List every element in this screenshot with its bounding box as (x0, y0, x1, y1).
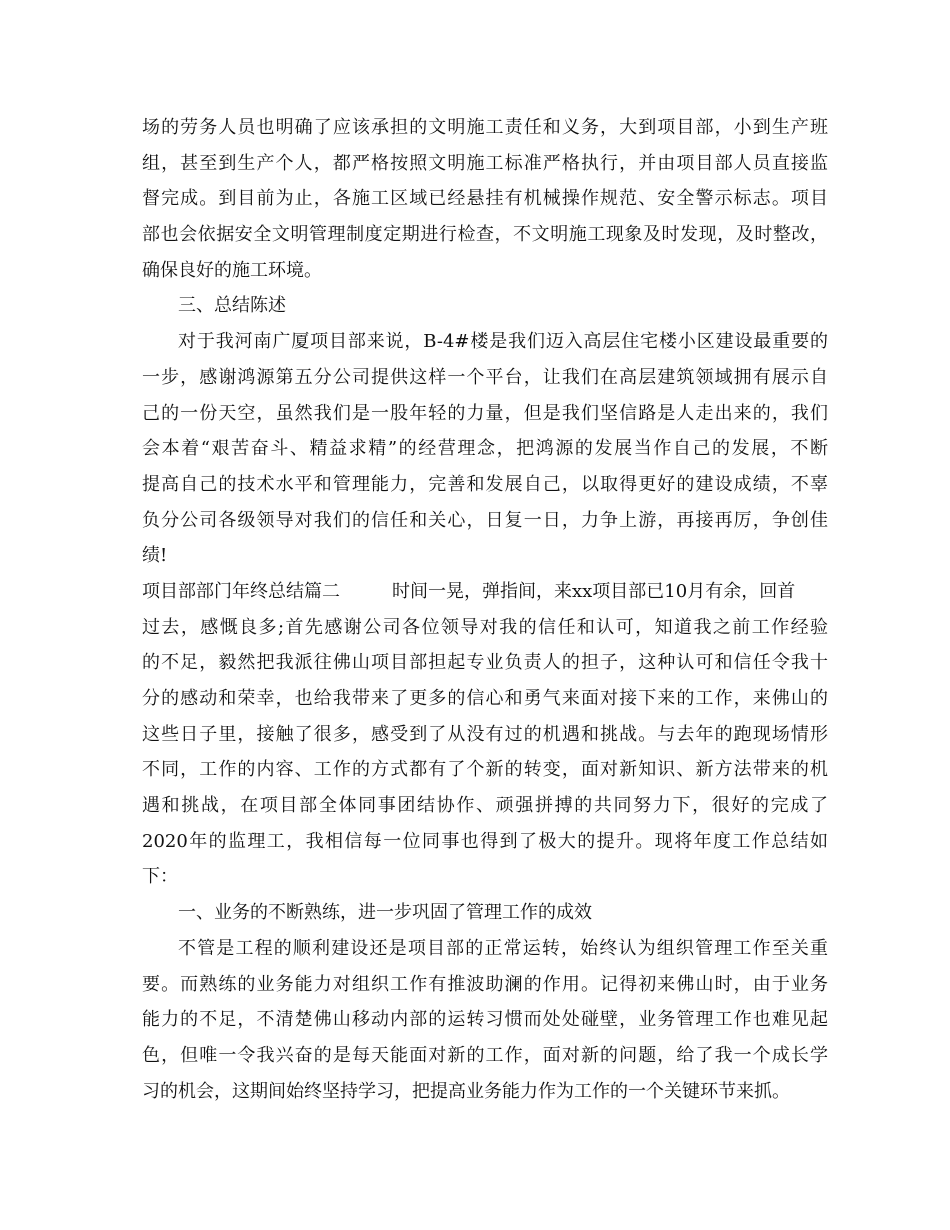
text-line: 遇和挑战，在项目部全体同事团结协作、顽强拼搏的共同努力下，很好的完成了 (142, 795, 828, 817)
text-line: 分的感动和荣幸，也给我带来了更多的信心和勇气来面对接下来的工作，来佛山的 (142, 688, 828, 709)
paragraph-summary (142, 324, 828, 574)
text-line: 习的机会，这期间始终坚持学习，把提高业务能力作为工作的一个关键环节来抓。 (142, 1080, 790, 1102)
text-line: 时间一晃，弹指间，来xx项目部已10月有余，回首 (392, 580, 796, 602)
section-heading-business: 一、业务的不断熟练，进一步巩固了管理工作的成效 (178, 902, 592, 924)
text-line: 过去，感慨良多;首先感谢公司各位领导对我的信任和认可，知道我之前工作经验 (142, 616, 828, 638)
text-line: 负分公司各级领导对我们的信任和关心，日复一日，力争上游，再接再厉，争创佳 (142, 509, 828, 531)
text-line: 一步，感谢鸿源第五分公司提供这样一个平台，让我们在高层建筑领域拥有展示自 (142, 366, 828, 388)
text-line: 绩! (142, 545, 168, 567)
paragraph-business-skills (142, 931, 828, 1109)
text-line: 这些日子里，接触了很多，感受到了从没有过的机遇和挑战。与去年的跑现场情形 (142, 723, 828, 745)
paragraph-year-review (142, 610, 828, 896)
text-line: 的不足，毅然把我派往佛山项目部担起专业负责人的担子，这种认可和信任令我十 (142, 652, 828, 674)
text-line: 色，但唯一令我兴奋的是每天能面对新的工作，面对新的问题，给了我一个成长学 (142, 1044, 828, 1066)
section-title-line (142, 574, 828, 610)
paragraph-civilized-construction (142, 110, 828, 288)
text-line: 部也会依据安全文明管理制度定期进行检查，不文明施工现象及时发现，及时整改， (142, 224, 828, 246)
text-line: 己的一份天空，虽然我们是一股年轻的力量，但是我们坚信路是人走出来的，我们 (142, 402, 828, 424)
text-line: 督完成。到目前为止，各施工区域已经悬挂有机械操作规范、安全警示标志。项目 (142, 188, 828, 210)
text-line: 能力的不足，不清楚佛山移动内部的运转习惯而处处碰壁，业务管理工作也难见起 (142, 1009, 828, 1031)
text-line: 不同，工作的内容、工作的方式都有了个新的转变，面对新知识、新方法带来的机 (142, 759, 828, 781)
text-line: 提高自己的技术水平和管理能力，完善和发展自己，以取得更好的建设成绩，不辜 (142, 473, 828, 495)
document-body (142, 110, 828, 1109)
section-heading-summary: 三、总结陈述 (178, 295, 286, 317)
text-line: 对于我河南广厦项目部来说，B-4#楼是我们迈入高层住宅楼小区建设最重要的 (178, 331, 828, 353)
section-title: 项目部部门年终总结篇二 (142, 580, 340, 602)
text-line: 不管是工程的顺利建设还是项目部的正常运转，始终认为组织管理工作至关重 (178, 937, 828, 959)
text-line: 要。而熟练的业务能力对组织工作有推波助澜的作用。记得初来佛山时，由于业务 (142, 973, 828, 995)
text-line: 场的劳务人员也明确了应该承担的文明施工责任和义务，大到项目部，小到生产班 (142, 117, 828, 138)
text-line: 组，甚至到生产个人，都严格按照文明施工标准严格执行，并由项目部人员直接监 (142, 152, 828, 174)
text-line: 2020年的监理工，我相信每一位同事也得到了极大的提升。现将年度工作总结如 (142, 830, 828, 852)
text-line: 会本着“艰苦奋斗、精益求精”的经营理念，把鸿源的发展当作自己的发展，不断 (142, 438, 828, 460)
text-line: 确保良好的施工环境。 (142, 259, 322, 281)
text-line: 下： (142, 866, 178, 888)
